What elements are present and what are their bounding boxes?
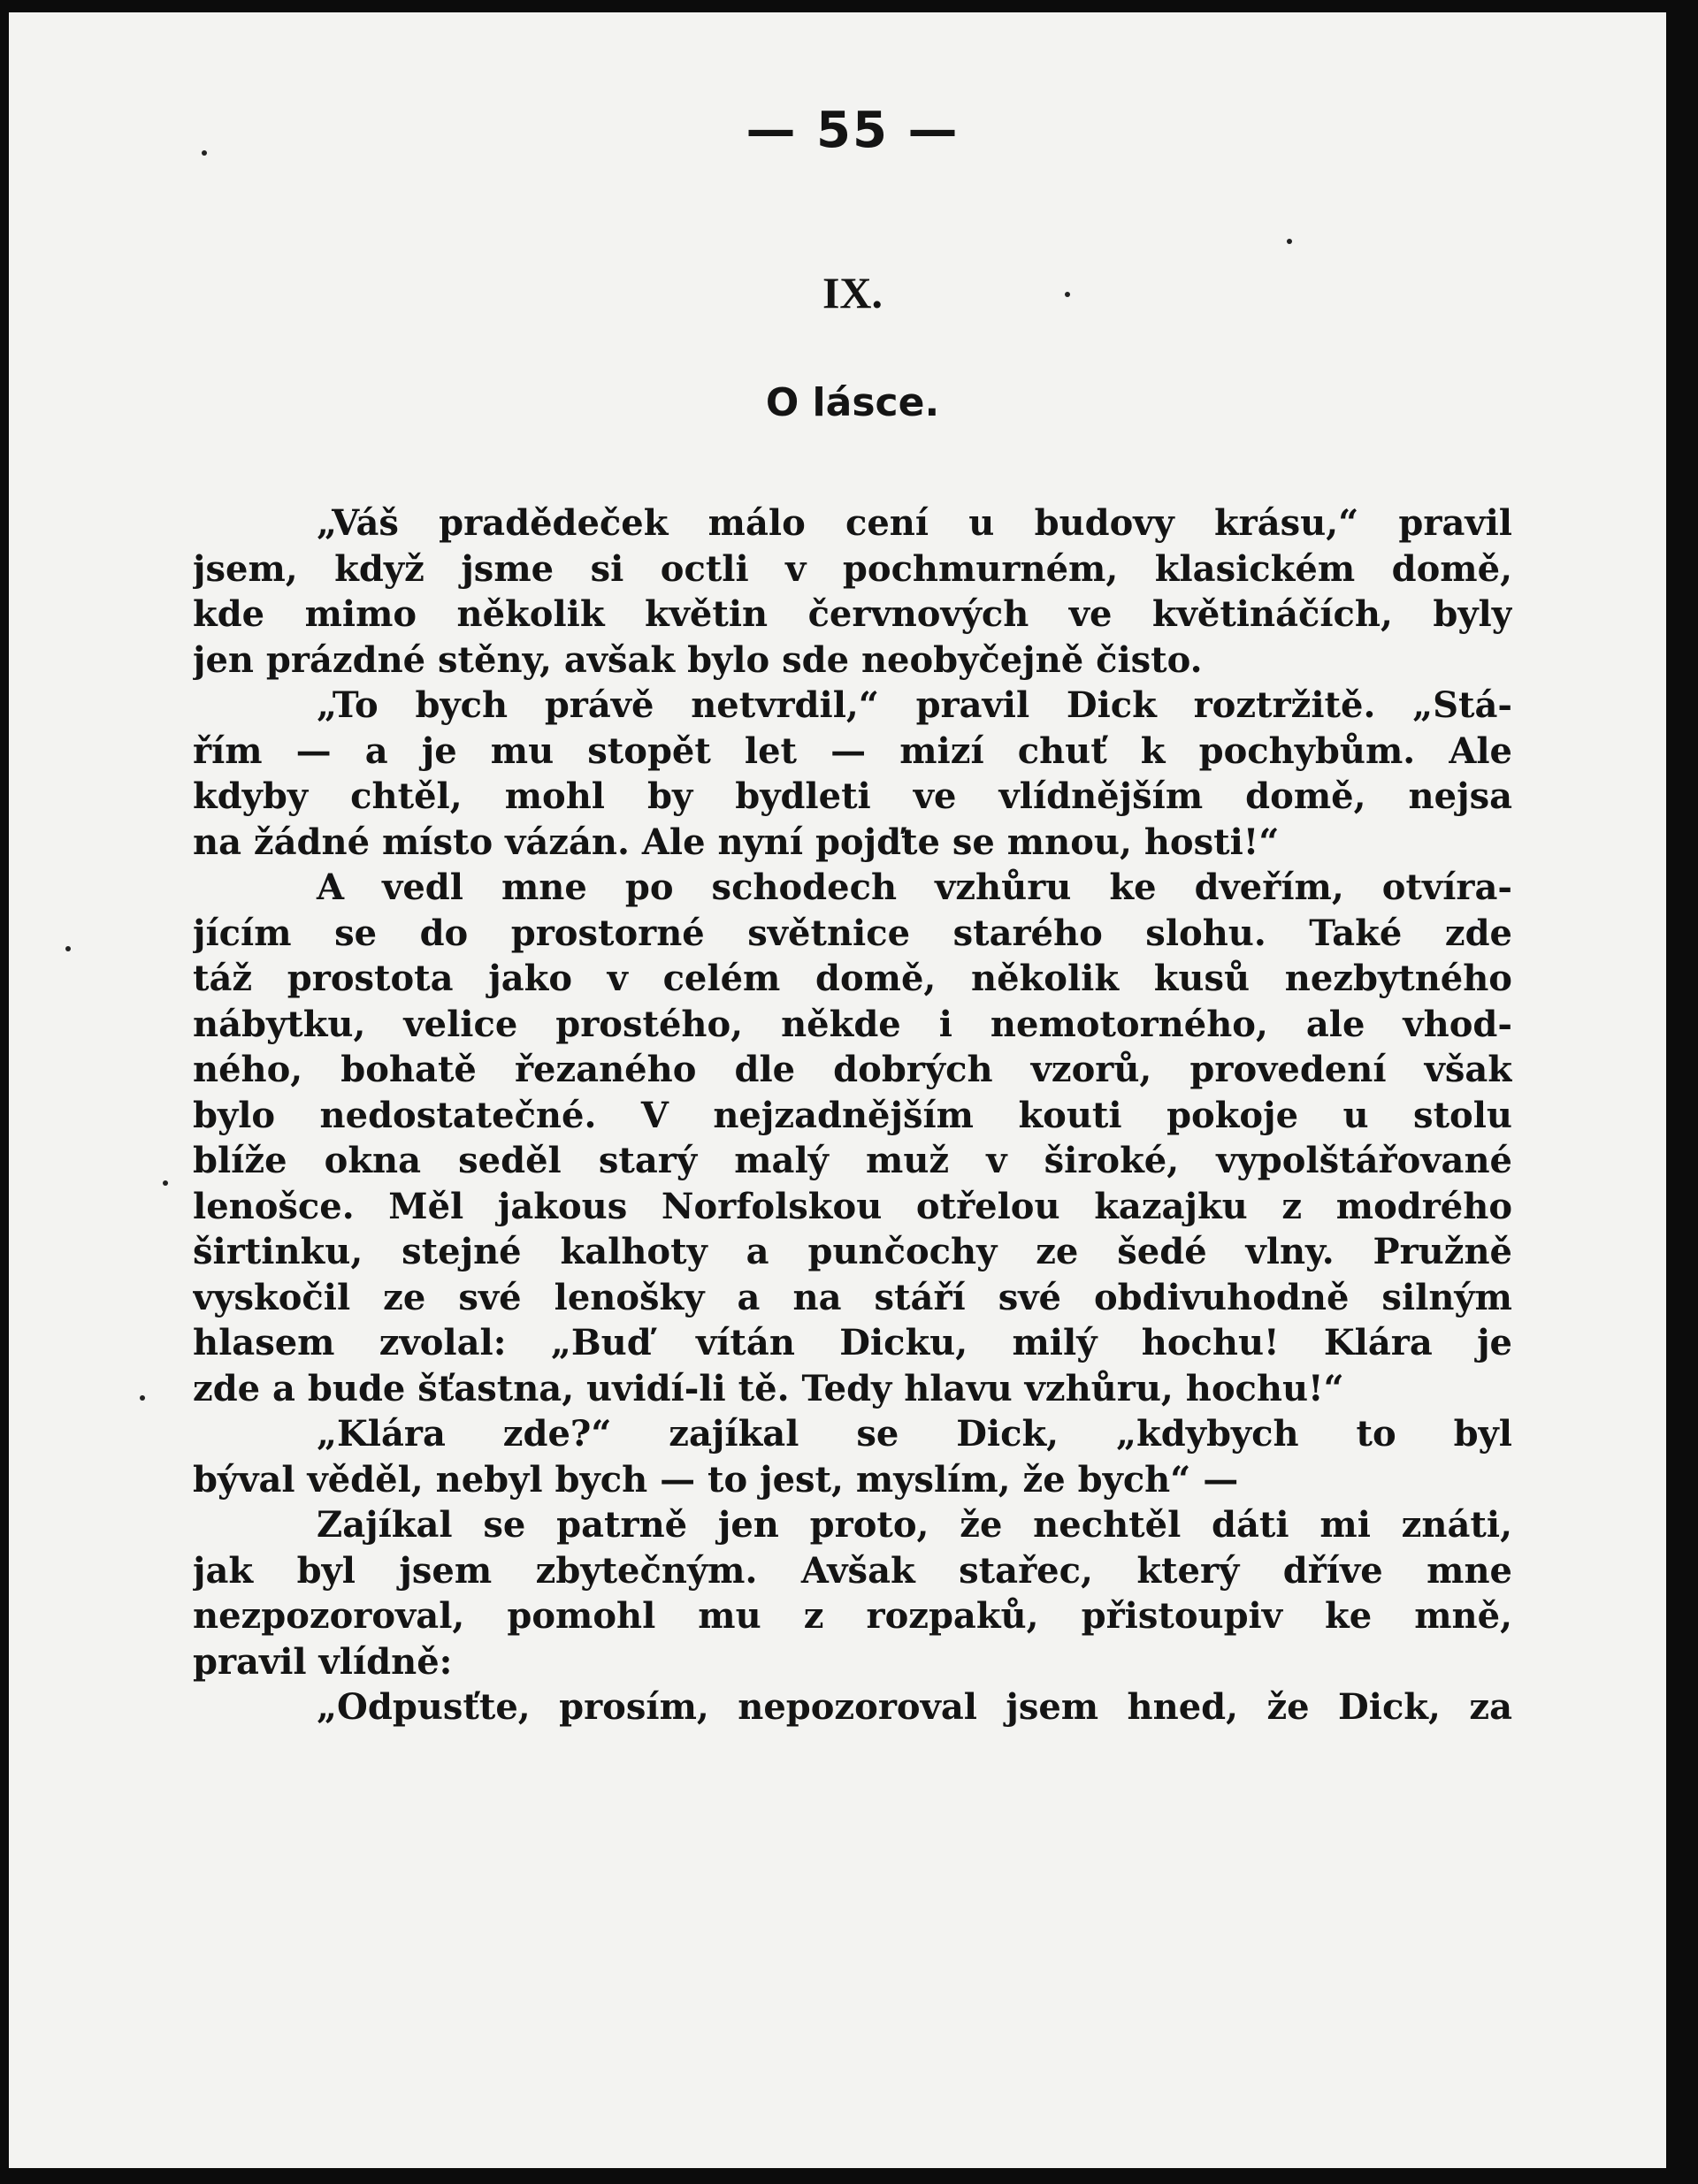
text-line: řím — a je mu stopět let — mizí chuť k pochybům. Ale — [193, 729, 1512, 772]
text-line: lenošce. Měl jakous Norfolskou otřelou kazajku z modrého — [193, 1185, 1512, 1227]
body-text — [193, 500, 1512, 1730]
text-line: jsem, když jsme si octli v pochmurném, klasickém domě, — [193, 547, 1512, 590]
text-line: jen prázdné stěny, avšak bylo sde neobyčejně čisto. — [193, 638, 1203, 681]
text-line: hlasem zvolal: „Buď vítán Dicku, milý hochu! Klára je — [193, 1322, 1512, 1363]
text-line: nezpozoroval, pomohl mu z rozpaků, přistoupiv ke mně, — [193, 1595, 1512, 1637]
text-line: „Váš pradědeček málo cení u budovy krásu,“ pravil — [317, 502, 1512, 544]
text-line: „Klára zde?“ zajíkal se Dick, „kdybych to byl — [317, 1413, 1512, 1455]
scan-speck — [163, 1180, 168, 1186]
text-line: ného, bohatě řezaného dle dobrých vzorů, provedení však — [193, 1049, 1512, 1090]
scan-speck — [65, 946, 71, 951]
book-page — [193, 88, 1512, 1730]
text-line: jak byl jsem zbytečným. Avšak stařec, který dříve mne — [193, 1549, 1512, 1592]
chapter-number: IX. — [822, 268, 883, 317]
text-line: pravil vlídně: — [193, 1640, 453, 1683]
text-line: „To bych právě netvrdil,“ pravil Dick roztržitě. „Stá- — [317, 684, 1512, 726]
text-line: táž prostota jako v celém domě, několik kusů nezbytného — [193, 958, 1512, 999]
text-line: na žádné místo vázán. Ale nyní pojďte se mnou, hosti!“ — [193, 821, 1280, 863]
scan-speck — [140, 1395, 145, 1401]
text-line: kdyby chtěl, mohl by bydleti ve vlídnějším domě, nejsa — [193, 775, 1512, 817]
text-line: blíže okna seděl starý malý muž v široké, vypolštářované — [193, 1140, 1512, 1181]
text-line: býval věděl, nebyl bych — to jest, myslím, že bych“ — — [193, 1458, 1239, 1501]
text-line: Zajíkal se patrně jen proto, že nechtěl dáti mi znáti, — [317, 1504, 1512, 1546]
text-line: vyskočil ze své lenošky a na stáří své obdivuhodně silným — [193, 1276, 1512, 1318]
text-line: kde mimo několik květin červnových ve květináčích, byly — [193, 593, 1512, 635]
text-line: „Odpusťte, prosím, nepozoroval jsem hned, že Dick, za — [317, 1686, 1512, 1728]
text-line: bylo nedostatečné. V nejzadnějším kouti pokoje u stolu — [193, 1094, 1512, 1136]
page-number-header: — 55 — — [746, 102, 960, 159]
chapter-title: O lásce. — [765, 380, 940, 425]
text-line: zde a bude šťastna, uvidí-li tě. Tedy hlavu vzhůru, hochu!“ — [193, 1367, 1344, 1409]
text-line: jícím se do prostorné světnice starého slohu. Také zde — [193, 912, 1512, 954]
text-line: A vedl mne po schodech vzhůru ke dveřím, otvíra- — [317, 867, 1512, 908]
text-line: širtinku, stejné kalhoty a punčochy ze šedé vlny. Pružně — [193, 1231, 1512, 1272]
text-line: nábytku, velice prostého, někde i nemotorného, ale vhod- — [193, 1003, 1512, 1045]
